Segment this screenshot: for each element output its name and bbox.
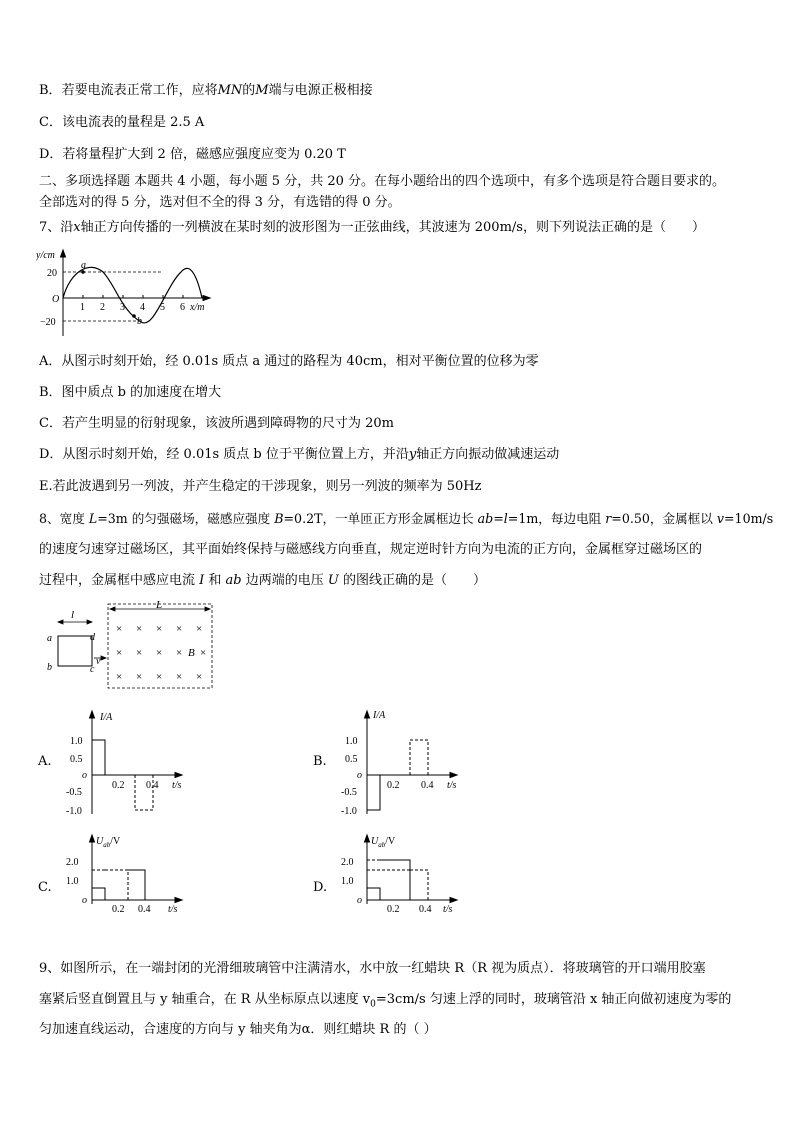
q7-dashed-guides	[63, 272, 161, 321]
q7-point-a-label: a	[81, 260, 86, 271]
q8-frame-width-label: l	[71, 609, 75, 621]
q8-graph-c-origin: o	[82, 895, 87, 906]
q8-graph-d-ytick: 1.0	[341, 876, 354, 887]
q8-graph-b-xtick: 0.4	[421, 780, 434, 791]
q8-graph-a-xtick: 0.4	[146, 780, 159, 791]
q8-graph-a-xtick: 0.2	[112, 780, 125, 791]
svg-text:×: ×	[200, 647, 207, 659]
q8-corner-a: a	[47, 633, 52, 644]
q7-x-tick-1: 1	[80, 302, 85, 313]
q7-origin-label: O	[52, 294, 60, 305]
q8-option-a-label: A.	[38, 754, 52, 769]
svg-text:×: ×	[116, 671, 123, 683]
q8-graph-b-ytick: 1.0	[345, 736, 358, 747]
q8-graph-d-xtick: 0.2	[387, 904, 400, 915]
q8-corner-d: d	[90, 632, 95, 643]
q8-graph-a-xlabel: t/s	[172, 780, 182, 791]
q8-stem-line1: 8、宽度 L=3m 的匀强磁场，磁感应强度 B=0.2T，一单匝正方形金属框边长 ab=l=1m，每边电阻 r=0.50，金属框以 v=10m/s	[39, 511, 774, 526]
q7-point-b-label: b	[137, 316, 142, 327]
svg-text:×: ×	[196, 623, 203, 635]
q8-field-b-label: B	[188, 647, 195, 659]
q7-option-a: A．从图示时刻开始，经 0.01s 质点 a 通过的路程为 40cm，相对平衡位置的位移为零	[39, 354, 539, 369]
q8-graph-a-ytick: 1.0	[70, 736, 83, 747]
q7-stem: 7、沿x轴正方向传播的一列横波在某时刻的波形图为一正弦曲线，其波速为 200m/s，则下列说法正确的是（ ）	[39, 220, 705, 235]
svg-text:×: ×	[136, 647, 143, 659]
svg-text:×: ×	[176, 623, 183, 635]
svg-text:×: ×	[196, 671, 203, 683]
q8-corner-b: b	[47, 662, 52, 673]
q8-graph-d-xlabel: t/s	[443, 904, 453, 915]
q8-graph-c-ytick: 2.0	[66, 857, 79, 868]
q8-stem-line2: 的速度匀速穿过磁场区，其平面始终保持与磁感线方向垂直，规定逆时针方向为电流的正方向，金属框穿过磁场区的	[39, 542, 703, 557]
q8-graph-b-origin: o	[357, 770, 362, 781]
q7-option-e: E.若此波遇到另一列波，并产生稳定的干涉现象，则另一列波的频率为 50Hz	[39, 479, 482, 494]
q8-option-c-label: C.	[38, 880, 52, 895]
q8-option-b-label: B.	[313, 754, 327, 769]
q8-graph-b-xtick: 0.2	[387, 780, 400, 791]
q8-graph-d-xtick: 0.4	[419, 904, 432, 915]
q8-graph-c-xtick: 0.4	[138, 904, 151, 915]
q8-graph-a-origin: o	[82, 770, 87, 781]
q8-graph-b-ylabel: I/A	[373, 710, 386, 721]
svg-text:×: ×	[176, 671, 183, 683]
q7-option-c: C．若产生明显的衍射现象，该波所遇到障碍物的尺寸为 20m	[39, 416, 394, 431]
q7-sine-curve	[63, 267, 205, 323]
q8-corner-c: c	[90, 664, 95, 675]
q7-x-tick-4: 4	[140, 302, 145, 313]
q8-graph-c-xtick: 0.2	[112, 904, 125, 915]
q8-field-figure	[40, 598, 220, 690]
q8-graph-d	[335, 832, 475, 916]
q7-x-tick-6: 6	[180, 302, 185, 313]
q8-option-d-label: D.	[313, 880, 328, 895]
svg-text:×: ×	[116, 623, 123, 635]
option-prev-d: D．若将量程扩大到 2 倍，磁感应强度应变为 0.20 T	[39, 147, 346, 162]
svg-text:×: ×	[116, 647, 123, 659]
q7-x-tick-3: 3	[120, 302, 125, 313]
option-prev-b: B．若要电流表正常工作，应将MN的M端与电源正极相接	[39, 83, 373, 98]
q8-graph-d-origin: o	[357, 895, 362, 906]
q8-graph-c-ylabel: $U_{ab}/V$	[96, 836, 121, 849]
q8-square-frame	[58, 636, 92, 666]
q8-graph-d-ylabel: $U_{ab}/V$	[371, 836, 396, 849]
q8-stem-line3: 过程中，金属框中感应电流 I 和 ab 边两端的电压 U 的图线正确的是（ ）	[39, 573, 486, 588]
q8-graph-b	[335, 706, 475, 818]
svg-text:×: ×	[156, 623, 163, 635]
svg-text:×: ×	[136, 623, 143, 635]
q7-y-tick-neg20: −20	[40, 317, 56, 328]
q7-point-b-dot	[132, 314, 136, 318]
q8-graph-b-ytick: 0.5	[345, 754, 358, 765]
svg-text:×: ×	[176, 647, 183, 659]
q8-width-markers	[58, 607, 210, 624]
q8-graph-a	[60, 706, 200, 818]
q7-option-d: D．从图示时刻开始，经 0.01s 质点 b 位于平衡位置上方，并沿y轴正方向振动做减速运动	[39, 447, 560, 462]
q8-graph-d-ytick: 2.0	[341, 857, 354, 868]
q8-graph-a-ytick: 0.5	[70, 754, 83, 765]
q7-y-tick-20: 20	[47, 268, 57, 279]
q9-stem-line3: 匀加速直线运动，合速度的方向与 y 轴夹角为α．则红蜡块 R 的（ ）	[39, 1022, 437, 1037]
q8-graph-a-ytick: -1.0	[66, 806, 82, 817]
q7-x-tick-5: 5	[160, 302, 165, 313]
q8-velocity-label: v	[96, 656, 101, 667]
q8-field-width-label: L	[156, 599, 163, 611]
q7-wave-figure	[36, 246, 226, 344]
q8-graph-a-ytick: -0.5	[66, 787, 82, 798]
q8-graph-a-ylabel: I/A	[100, 712, 113, 723]
q9-stem-line1: 9、如图所示，在一端封闭的光滑细玻璃管中注满清水，水中放一红蜡块 R（R 视为质点）．将玻璃管的开口端用胶塞	[39, 961, 706, 976]
section-2-heading: 二、多项选择题 本题共 4 小题，每小题 5 分，共 20 分。在每小题给出的四个选项中，有多个选项是符合题目要求的。	[39, 174, 726, 189]
q8-graph-c-ytick: 1.0	[66, 876, 79, 887]
q8-graph-b-ytick: -0.5	[341, 787, 357, 798]
q7-option-b: B．图中质点 b 的加速度在增大	[39, 385, 222, 400]
q7-y-axis-label: y/cm	[36, 250, 55, 261]
q8-graph-b-ytick: -1.0	[341, 806, 357, 817]
q8-graph-c	[60, 832, 200, 916]
section-2-rule: 全部选对的得 5 分，选对但不全的得 3 分，有选错的得 0 分。	[39, 195, 401, 210]
q8-graph-c-xlabel: t/s	[168, 904, 178, 915]
q7-x-tick-2: 2	[100, 302, 105, 313]
q8-graph-b-xlabel: t/s	[447, 780, 457, 791]
svg-text:×: ×	[156, 671, 163, 683]
q7-x-axis-label: x/m	[190, 302, 205, 313]
svg-text:×: ×	[156, 647, 163, 659]
option-prev-c: C．该电流表的量程是 2.5 A	[39, 115, 205, 130]
q9-stem-line2: 塞紧后竖直倒置且与 y 轴重合，在 R 从坐标原点以速度 $v_0=3cm/s$ 匀速上浮的同时，玻璃管沿 x 轴正向做初速度为零的	[39, 992, 732, 1010]
svg-text:×: ×	[136, 671, 143, 683]
